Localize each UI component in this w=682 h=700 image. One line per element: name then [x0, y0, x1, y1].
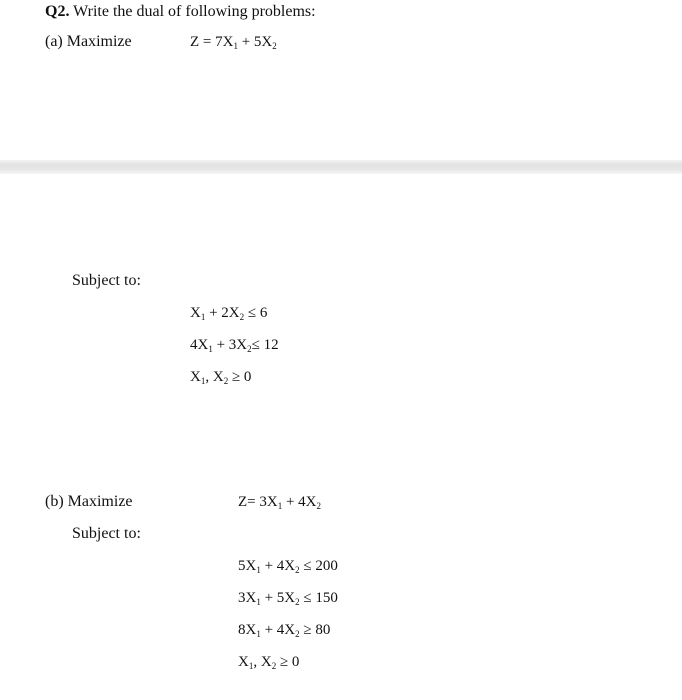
part-b-constraint-2: $3X_1 + 5X_2 \le 150$: [238, 590, 338, 607]
part-b-constraint-1: $5X_1 + 4X_2 \le 200$: [238, 558, 338, 575]
part-a-subject-to: Subject to:: [72, 272, 141, 289]
question-heading: [45, 2, 316, 22]
page-divider: [0, 160, 682, 174]
part-a-constraint-3: $X_1$, $X_2 \ge 0$: [190, 369, 252, 386]
part-b-objective: $Z= 3X_1 + 4X_2$: [238, 494, 322, 511]
part-a-constraint-1: $X_1 + 2X_2 \le 6$: [190, 305, 268, 322]
part-b-subject-to: Subject to:: [72, 525, 141, 542]
part-b-label: (b) Maximize: [45, 493, 133, 510]
part-a-label: (a) Maximize: [45, 33, 132, 50]
question-text: Write the dual of following problems:: [73, 3, 316, 20]
part-a-constraint-2: $4X_1 + 3X_2\le 12$: [190, 337, 279, 354]
part-b-constraint-4: $X_1$, $X_2 \ge 0$: [238, 654, 300, 671]
part-a-objective: $Z = 7X_1 + 5X_2$: [190, 34, 277, 51]
question-number: Q2.: [45, 3, 70, 20]
part-b-constraint-3: $8X_1 + 4X_2 \ge 80$: [238, 622, 331, 639]
